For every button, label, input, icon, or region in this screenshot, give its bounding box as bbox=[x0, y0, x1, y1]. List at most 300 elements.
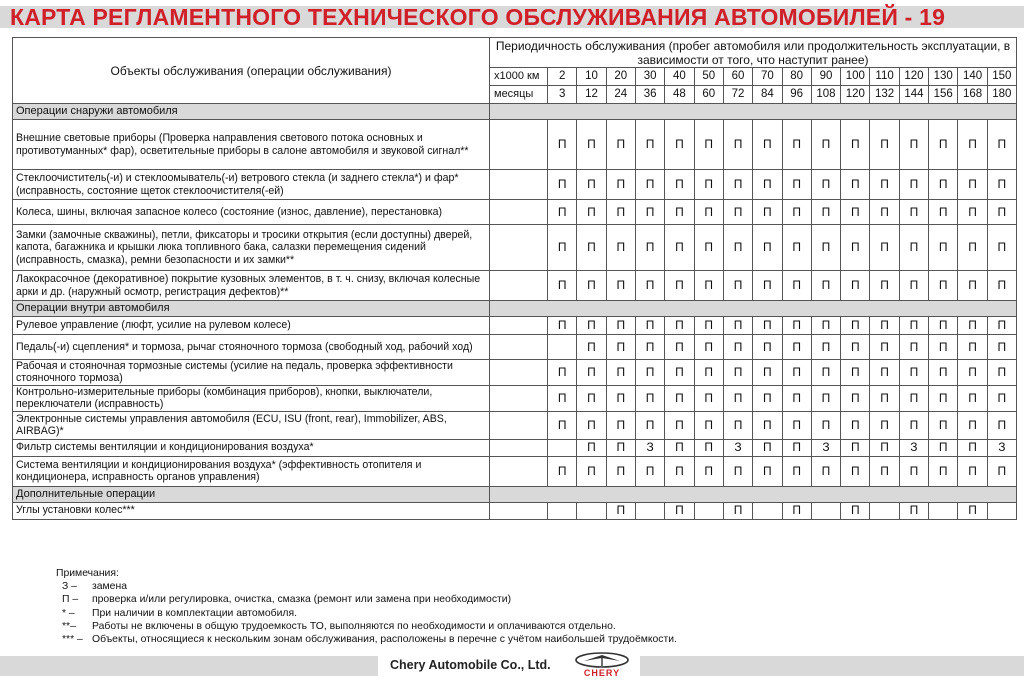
interval-mark: П bbox=[577, 271, 606, 301]
interval-mark: П bbox=[548, 200, 577, 225]
interval-mark: П bbox=[753, 271, 782, 301]
interval-mark: П bbox=[929, 317, 958, 335]
interval-mark: П bbox=[899, 385, 928, 411]
interval-mark: П bbox=[782, 456, 811, 486]
interval-mark: П bbox=[870, 170, 899, 200]
month-value: 108 bbox=[811, 86, 840, 104]
interval-mark: П bbox=[958, 439, 987, 456]
interval-mark: П bbox=[841, 170, 870, 200]
interval-mark: П bbox=[577, 317, 606, 335]
interval-mark: П bbox=[753, 456, 782, 486]
interval-mark: П bbox=[811, 335, 840, 360]
header-row-period bbox=[13, 38, 1017, 68]
interval-mark: П bbox=[577, 456, 606, 486]
interval-mark: П bbox=[841, 200, 870, 225]
table-row bbox=[13, 385, 1017, 411]
interval-mark: П bbox=[635, 411, 664, 439]
interval-mark: П bbox=[841, 439, 870, 456]
interval-mark: П bbox=[606, 200, 635, 225]
interval-mark: П bbox=[987, 271, 1016, 301]
interval-mark: П bbox=[723, 385, 752, 411]
interval-mark: П bbox=[606, 439, 635, 456]
notes-list bbox=[62, 580, 677, 646]
interval-mark: П bbox=[841, 411, 870, 439]
interval-mark: П bbox=[782, 200, 811, 225]
km-value: 120 bbox=[899, 68, 928, 86]
month-value: 168 bbox=[958, 86, 987, 104]
interval-mark: П bbox=[606, 360, 635, 386]
note-symbol: *** – bbox=[62, 634, 83, 646]
interval-mark: П bbox=[694, 200, 723, 225]
interval-mark bbox=[811, 502, 840, 519]
interval-mark: П bbox=[665, 385, 694, 411]
interval-mark: П bbox=[606, 170, 635, 200]
interval-mark: П bbox=[635, 170, 664, 200]
km-value: 90 bbox=[811, 68, 840, 86]
interval-mark: П bbox=[635, 456, 664, 486]
interval-mark: П bbox=[753, 317, 782, 335]
interval-mark: П bbox=[723, 170, 752, 200]
interval-mark: П bbox=[694, 170, 723, 200]
note-item bbox=[62, 633, 677, 646]
month-value: 12 bbox=[577, 86, 606, 104]
table-row bbox=[13, 317, 1017, 335]
unit-spacer bbox=[490, 170, 548, 200]
interval-mark: П bbox=[723, 502, 752, 519]
interval-mark: П bbox=[723, 317, 752, 335]
interval-mark: П bbox=[929, 439, 958, 456]
month-value: 156 bbox=[929, 86, 958, 104]
km-value: 110 bbox=[870, 68, 899, 86]
page-header bbox=[0, 0, 1024, 34]
section-title: Операции снаружи автомобиля bbox=[13, 104, 490, 120]
interval-mark: П bbox=[899, 170, 928, 200]
unit-spacer bbox=[490, 439, 548, 456]
interval-mark: П bbox=[811, 170, 840, 200]
interval-mark: П bbox=[899, 360, 928, 386]
interval-mark bbox=[548, 502, 577, 519]
km-value: 150 bbox=[987, 68, 1016, 86]
interval-mark bbox=[548, 335, 577, 360]
interval-mark: П bbox=[577, 120, 606, 170]
interval-mark: П bbox=[694, 385, 723, 411]
operation-text: Колеса, шины, включая запасное колесо (состояние (износ, давление), перестановка) bbox=[13, 200, 490, 225]
interval-mark: П bbox=[899, 456, 928, 486]
interval-mark: П bbox=[753, 411, 782, 439]
interval-mark: П bbox=[694, 335, 723, 360]
operation-text: Внешние световые приборы (Проверка направления светового потока основных и противотуманных* фар), осветительные приборы в салоне автомобиля и звуковой сигнал** bbox=[13, 120, 490, 170]
interval-mark: П bbox=[548, 385, 577, 411]
interval-mark bbox=[870, 502, 899, 519]
operation-text: Углы установки колес*** bbox=[13, 502, 490, 519]
interval-mark: П bbox=[782, 439, 811, 456]
interval-mark: П bbox=[548, 271, 577, 301]
notes-title: Примечания: bbox=[56, 568, 119, 579]
operation-text: Система вентиляции и кондиционирования воздуха* (эффективность отопителя и кондиционера, исправность органов управления) bbox=[13, 456, 490, 486]
period-header: Периодичность обслуживания (пробег автомобиля или продолжительность эксплуатации, в зависимости от того, что наступит ранее) bbox=[490, 38, 1017, 68]
interval-mark: П bbox=[987, 200, 1016, 225]
interval-mark: П bbox=[870, 335, 899, 360]
interval-mark: П bbox=[723, 411, 752, 439]
interval-mark: П bbox=[899, 200, 928, 225]
interval-mark: П bbox=[753, 439, 782, 456]
interval-mark: П bbox=[548, 170, 577, 200]
unit-spacer bbox=[490, 502, 548, 519]
unit-spacer bbox=[490, 385, 548, 411]
table-row bbox=[13, 456, 1017, 486]
interval-mark: П bbox=[841, 502, 870, 519]
interval-mark: П bbox=[958, 200, 987, 225]
interval-mark: П bbox=[899, 411, 928, 439]
interval-mark bbox=[929, 502, 958, 519]
section-title: Дополнительные операции bbox=[13, 486, 490, 502]
interval-mark: П bbox=[987, 335, 1016, 360]
month-value: 132 bbox=[870, 86, 899, 104]
interval-mark: П bbox=[782, 385, 811, 411]
interval-mark: П bbox=[548, 225, 577, 271]
interval-mark bbox=[694, 502, 723, 519]
interval-mark bbox=[753, 502, 782, 519]
interval-mark: П bbox=[723, 335, 752, 360]
interval-mark: П bbox=[782, 335, 811, 360]
interval-mark: П bbox=[606, 225, 635, 271]
note-item bbox=[62, 580, 677, 593]
interval-mark: П bbox=[958, 225, 987, 271]
brand-name: CHERY bbox=[583, 668, 621, 678]
unit-spacer bbox=[490, 200, 548, 225]
interval-mark: П bbox=[782, 317, 811, 335]
operation-text: Лакокрасочное (декоративное) покрытие кузовных элементов, в т. ч. снизу, включая колесные арки и др. (наружный осмотр, регистрация дефектов)** bbox=[13, 271, 490, 301]
interval-mark: П bbox=[929, 120, 958, 170]
interval-mark bbox=[635, 502, 664, 519]
interval-mark: П bbox=[723, 225, 752, 271]
footer-bar-right bbox=[640, 656, 1024, 676]
interval-mark: П bbox=[606, 411, 635, 439]
interval-mark: П bbox=[811, 317, 840, 335]
interval-mark: П bbox=[753, 200, 782, 225]
section-fill bbox=[490, 486, 1017, 502]
interval-mark: П bbox=[723, 360, 752, 386]
interval-mark: П bbox=[635, 335, 664, 360]
interval-mark: П bbox=[635, 120, 664, 170]
month-value: 144 bbox=[899, 86, 928, 104]
unit-spacer bbox=[490, 271, 548, 301]
interval-mark: П bbox=[841, 317, 870, 335]
interval-mark: П bbox=[635, 385, 664, 411]
interval-mark: П bbox=[870, 456, 899, 486]
interval-mark: П bbox=[870, 200, 899, 225]
interval-mark: П bbox=[782, 120, 811, 170]
table-row bbox=[13, 120, 1017, 170]
interval-mark: П bbox=[577, 170, 606, 200]
interval-mark: П bbox=[577, 411, 606, 439]
interval-mark: П bbox=[870, 385, 899, 411]
interval-mark: П bbox=[899, 335, 928, 360]
section-fill bbox=[490, 104, 1017, 120]
section-row bbox=[13, 301, 1017, 317]
interval-mark: П bbox=[929, 335, 958, 360]
interval-mark: П bbox=[782, 271, 811, 301]
km-value: 100 bbox=[841, 68, 870, 86]
interval-mark: П bbox=[606, 271, 635, 301]
interval-mark: П bbox=[665, 170, 694, 200]
interval-mark: П bbox=[665, 360, 694, 386]
interval-mark: П bbox=[929, 411, 958, 439]
interval-mark: П bbox=[958, 335, 987, 360]
operation-text: Рулевое управление (люфт, усилие на рулевом колесе) bbox=[13, 317, 490, 335]
interval-mark: П bbox=[841, 360, 870, 386]
interval-mark: П bbox=[694, 225, 723, 271]
section-fill bbox=[490, 301, 1017, 317]
interval-mark: П bbox=[665, 502, 694, 519]
section-row bbox=[13, 486, 1017, 502]
interval-mark: П bbox=[958, 502, 987, 519]
unit-spacer bbox=[490, 335, 548, 360]
interval-mark: П bbox=[811, 385, 840, 411]
km-unit: x1000 км bbox=[490, 68, 548, 86]
interval-mark: П bbox=[635, 225, 664, 271]
interval-mark: П bbox=[577, 439, 606, 456]
page-title: КАРТА РЕГЛАМЕНТНОГО ТЕХНИЧЕСКОГО ОБСЛУЖИВАНИЯ АВТОМОБИЛЕЙ - 19 bbox=[10, 3, 946, 30]
interval-mark: П bbox=[782, 360, 811, 386]
km-value: 30 bbox=[635, 68, 664, 86]
interval-mark: П bbox=[665, 200, 694, 225]
table-row bbox=[13, 411, 1017, 439]
interval-mark: П bbox=[782, 225, 811, 271]
interval-mark: З bbox=[987, 439, 1016, 456]
operation-text: Стеклоочиститель(-и) и стеклоомыватель(-и) ветрового стекла (и заднего стекла*) и фар* (исправность, состояние щеток стеклоочистителя(-ей) bbox=[13, 170, 490, 200]
interval-mark: П bbox=[665, 439, 694, 456]
table-row bbox=[13, 271, 1017, 301]
interval-mark: П bbox=[987, 170, 1016, 200]
month-value: 96 bbox=[782, 86, 811, 104]
unit-spacer bbox=[490, 317, 548, 335]
unit-spacer bbox=[490, 456, 548, 486]
interval-mark: П bbox=[723, 456, 752, 486]
interval-mark: П bbox=[841, 385, 870, 411]
operation-text: Рабочая и стояночная тормозные системы (усилие на педаль, проверка эффективности стояночного тормоза) bbox=[13, 360, 490, 386]
note-text: Работы не включены в общую трудоемкость ТО, выполняются по необходимости и оплачиваются отдельно. bbox=[92, 620, 616, 632]
operation-text: Электронные системы управления автомобиля (ECU, ISU (front, rear), Immobilizer, ABS, AIRBAG)* bbox=[13, 411, 490, 439]
maintenance-table bbox=[12, 37, 1017, 520]
unit-spacer bbox=[490, 225, 548, 271]
interval-mark: П bbox=[958, 120, 987, 170]
table-row bbox=[13, 360, 1017, 386]
interval-mark: П bbox=[870, 271, 899, 301]
month-value: 72 bbox=[723, 86, 752, 104]
interval-mark: П bbox=[635, 271, 664, 301]
interval-mark: П bbox=[606, 335, 635, 360]
interval-mark: П bbox=[635, 317, 664, 335]
section-row bbox=[13, 104, 1017, 120]
note-text: проверка и/или регулировка, очистка, смазка (ремонт или замена при необходимости) bbox=[92, 594, 512, 606]
table-row bbox=[13, 502, 1017, 519]
interval-mark: П bbox=[899, 502, 928, 519]
interval-mark: П bbox=[929, 360, 958, 386]
months-unit: месяцы bbox=[490, 86, 548, 104]
interval-mark: П bbox=[958, 271, 987, 301]
interval-mark: П bbox=[723, 200, 752, 225]
km-value: 2 bbox=[548, 68, 577, 86]
interval-mark: П bbox=[870, 360, 899, 386]
interval-mark: П bbox=[635, 360, 664, 386]
interval-mark: П bbox=[606, 456, 635, 486]
interval-mark bbox=[548, 439, 577, 456]
interval-mark: П bbox=[753, 360, 782, 386]
month-value: 36 bbox=[635, 86, 664, 104]
interval-mark: П bbox=[694, 271, 723, 301]
interval-mark: П bbox=[929, 271, 958, 301]
interval-mark: П bbox=[811, 120, 840, 170]
interval-mark: П bbox=[694, 360, 723, 386]
table-row bbox=[13, 439, 1017, 456]
interval-mark: П bbox=[811, 271, 840, 301]
interval-mark: П bbox=[577, 335, 606, 360]
interval-mark: П bbox=[665, 120, 694, 170]
interval-mark: П bbox=[723, 271, 752, 301]
note-item bbox=[62, 607, 677, 620]
unit-spacer bbox=[490, 411, 548, 439]
interval-mark: П bbox=[694, 317, 723, 335]
interval-mark: П bbox=[635, 200, 664, 225]
interval-mark: П bbox=[665, 456, 694, 486]
interval-mark: П bbox=[899, 271, 928, 301]
interval-mark bbox=[987, 502, 1016, 519]
interval-mark: З bbox=[811, 439, 840, 456]
interval-mark: П bbox=[665, 317, 694, 335]
km-value: 130 bbox=[929, 68, 958, 86]
interval-mark: П bbox=[841, 271, 870, 301]
interval-mark: П bbox=[694, 411, 723, 439]
interval-mark: З bbox=[899, 439, 928, 456]
km-value: 80 bbox=[782, 68, 811, 86]
interval-mark: П bbox=[753, 385, 782, 411]
interval-mark: П bbox=[548, 360, 577, 386]
interval-mark: П bbox=[958, 411, 987, 439]
km-value: 60 bbox=[723, 68, 752, 86]
table-row bbox=[13, 170, 1017, 200]
interval-mark: П bbox=[548, 411, 577, 439]
interval-mark: П bbox=[782, 502, 811, 519]
table-row bbox=[13, 335, 1017, 360]
note-text: Объекты, относящиеся к нескольким зонам обслуживания, расположены в перечне с учётом наибольшей трудоёмкости. bbox=[92, 634, 677, 646]
interval-mark: П bbox=[899, 225, 928, 271]
km-value: 10 bbox=[577, 68, 606, 86]
interval-mark: П bbox=[548, 317, 577, 335]
objects-header: Объекты обслуживания (операции обслуживания) bbox=[13, 38, 490, 104]
interval-mark: П bbox=[753, 170, 782, 200]
interval-mark: П bbox=[606, 120, 635, 170]
operation-text: Педаль(-и) сцепления* и тормоза, рычаг стояночного тормоза (свободный ход, рабочий ход) bbox=[13, 335, 490, 360]
month-value: 180 bbox=[987, 86, 1016, 104]
note-symbol: * – bbox=[62, 607, 75, 619]
interval-mark: З bbox=[635, 439, 664, 456]
table-row bbox=[13, 200, 1017, 225]
interval-mark: П bbox=[811, 456, 840, 486]
interval-mark: П bbox=[870, 225, 899, 271]
interval-mark: П bbox=[577, 200, 606, 225]
interval-mark: П bbox=[753, 335, 782, 360]
note-text: замена bbox=[92, 581, 127, 593]
notes bbox=[56, 567, 677, 646]
interval-mark: П bbox=[548, 120, 577, 170]
table-body bbox=[13, 104, 1017, 520]
km-value: 40 bbox=[665, 68, 694, 86]
interval-mark: П bbox=[841, 225, 870, 271]
note-text: При наличии в комплектации автомобиля. bbox=[92, 607, 297, 619]
operation-text: Замки (замочные скважины), петли, фиксаторы и тросики открытия (если доступны) дверей, капота, багажника и крышки люка топливного бака, салазки перемещения сидений (исправность, смазка), ремни безопасности и их замки** bbox=[13, 225, 490, 271]
section-title: Операции внутри автомобиля bbox=[13, 301, 490, 317]
note-symbol: З – bbox=[62, 581, 77, 593]
interval-mark: П bbox=[665, 225, 694, 271]
note-item bbox=[62, 593, 677, 606]
interval-mark: П bbox=[694, 456, 723, 486]
interval-mark: П bbox=[870, 411, 899, 439]
note-symbol: **– bbox=[62, 620, 76, 632]
operation-text: Фильтр системы вентиляции и кондиционирования воздуха* bbox=[13, 439, 490, 456]
month-value: 84 bbox=[753, 86, 782, 104]
interval-mark: П bbox=[694, 439, 723, 456]
footer-bar-left bbox=[0, 656, 378, 676]
month-value: 24 bbox=[606, 86, 635, 104]
interval-mark: П bbox=[548, 456, 577, 486]
month-value: 120 bbox=[841, 86, 870, 104]
interval-mark: П bbox=[811, 200, 840, 225]
interval-mark: П bbox=[841, 456, 870, 486]
interval-mark: П bbox=[899, 120, 928, 170]
note-item bbox=[62, 620, 677, 633]
interval-mark: П bbox=[753, 120, 782, 170]
interval-mark: П bbox=[811, 360, 840, 386]
interval-mark: П bbox=[958, 360, 987, 386]
interval-mark: П bbox=[958, 385, 987, 411]
interval-mark: П bbox=[606, 502, 635, 519]
interval-mark: П bbox=[929, 225, 958, 271]
interval-mark: П bbox=[665, 411, 694, 439]
interval-mark: П bbox=[577, 385, 606, 411]
interval-mark: П bbox=[577, 225, 606, 271]
unit-spacer bbox=[490, 120, 548, 170]
interval-mark: П bbox=[929, 200, 958, 225]
km-value: 50 bbox=[694, 68, 723, 86]
interval-mark: П bbox=[929, 456, 958, 486]
interval-mark: П bbox=[694, 120, 723, 170]
km-value: 70 bbox=[753, 68, 782, 86]
interval-mark: П bbox=[958, 170, 987, 200]
interval-mark: П bbox=[987, 385, 1016, 411]
interval-mark: П bbox=[899, 317, 928, 335]
interval-mark: П bbox=[870, 120, 899, 170]
interval-mark: П bbox=[753, 225, 782, 271]
interval-mark: П bbox=[987, 317, 1016, 335]
interval-mark: П bbox=[665, 335, 694, 360]
interval-mark: П bbox=[929, 170, 958, 200]
interval-mark: П bbox=[987, 456, 1016, 486]
interval-mark: П bbox=[811, 411, 840, 439]
interval-mark: П bbox=[782, 411, 811, 439]
interval-mark: З bbox=[723, 439, 752, 456]
company-name: Chery Automobile Co., Ltd. bbox=[390, 658, 551, 672]
interval-mark: П bbox=[987, 225, 1016, 271]
interval-mark: П bbox=[958, 456, 987, 486]
interval-mark: П bbox=[782, 170, 811, 200]
interval-mark: П bbox=[987, 411, 1016, 439]
km-value: 140 bbox=[958, 68, 987, 86]
km-value: 20 bbox=[606, 68, 635, 86]
interval-mark: П bbox=[811, 225, 840, 271]
interval-mark: П bbox=[987, 120, 1016, 170]
interval-mark: П bbox=[870, 317, 899, 335]
